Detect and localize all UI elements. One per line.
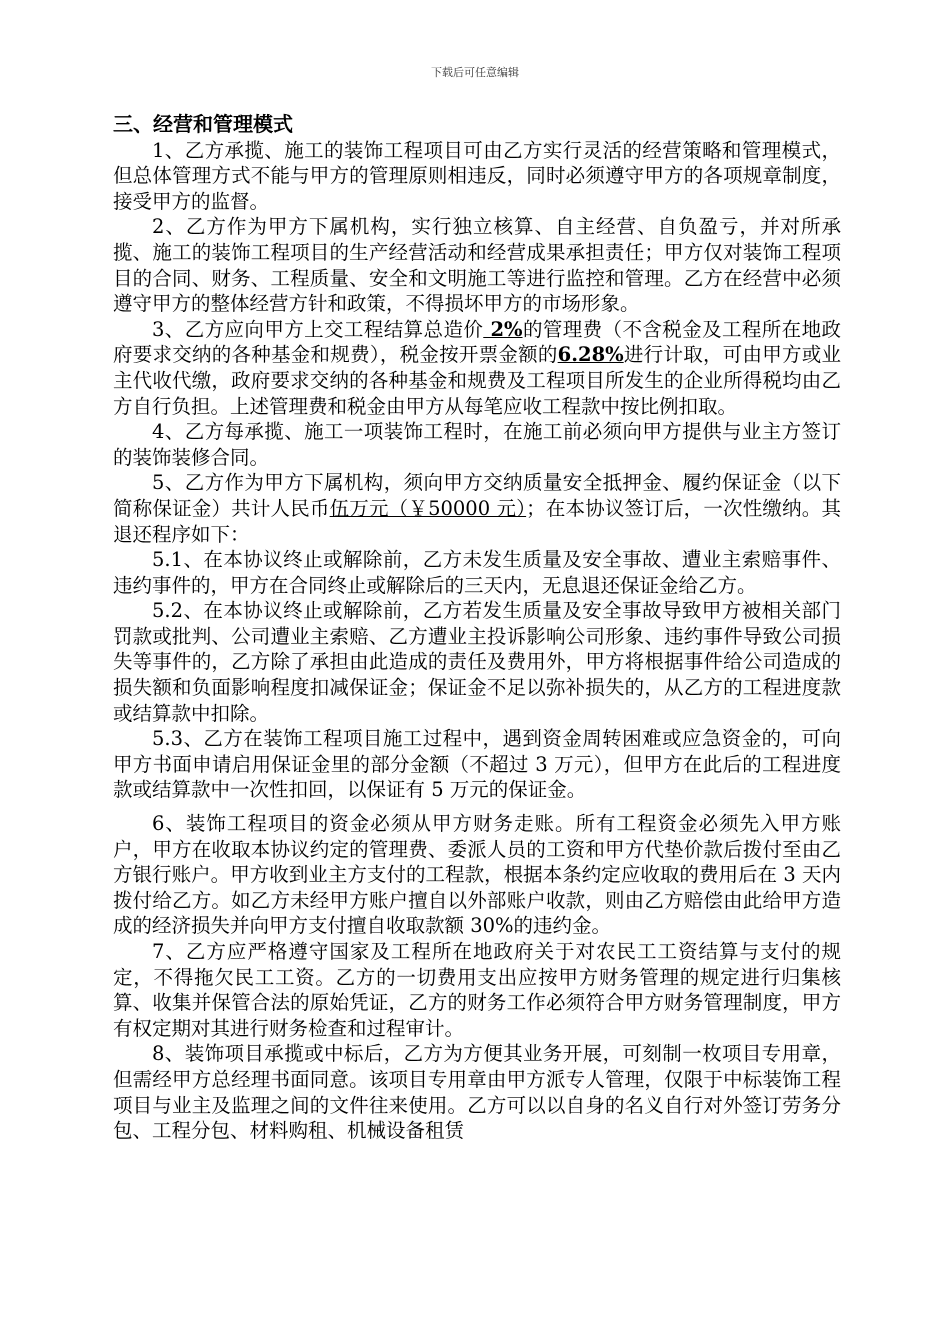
paragraph-1: 1、乙方承揽、施工的装饰工程项目可由乙方实行灵活的经营策略和管理模式，但总体管理方式不能与甲方的管理原则相违反，同时必须遵守甲方的各项规章制度，接受甲方的监督。 [113,138,841,213]
paragraph-5 [113,470,841,547]
paragraph-3-text-c: 进行计取，可由甲方或业主代收代缴，政府要求交纳的各种基金和规费及工程项目所发生的企业所得税均由乙方自行负担。上述管理费和税金由甲方从每笔应收工程款中按比例扣取。 [113,343,841,418]
paragraph-8: 8、装饰项目承揽或中标后，乙方为方便其业务开展，可刻制一枚项目专用章，但需经甲方总经理书面同意。该项目专用章由甲方派专人管理，仅限于中标装饰工程项目与业主及监理之间的文件往来使用。乙方可以以自身的名义自行对外签订劳务分包、工程分包、材料购租、机械设备租赁 [113,1042,841,1143]
paragraph-4: 4、乙方每承揽、施工一项装饰工程时，在施工前必须向甲方提供与业主方签订的装饰装修合同。 [113,420,841,469]
section-title: 三、经营和管理模式 [113,112,293,136]
paragraph-5-1: 5.1、在本协议终止或解除前，乙方未发生质量及安全事故、遭业主索赔事件、违约事件的，甲方在合同终止或解除后的三天内，无息退还保证金给乙方。 [113,548,841,597]
management-fee-rate: 2% [483,317,523,341]
tax-rate: 6.28% [557,343,624,367]
paragraph-6: 6、装饰工程项目的资金必须从甲方财务走账。所有工程资金必须先入甲方账户，甲方在收取本协议约定的管理费、委派人员的工资和甲方代垫价款后拨付至由乙方银行账户。甲方收到业主方支付的工程款，根据本条约定应收取的费用后在 3 天内拨付给乙方。如乙方未经甲方账户擅自以外部账户收款，则由乙方赔偿由此给甲方造成的经济损失并向甲方支付擅自收取款额 30%的违约金。 [113,812,841,938]
paragraph-5-text-a: 5、乙方作为甲方下属机构，须向甲方交纳质量安全抵押金、履约保证金（以下简称保证金）共计人民币 [113,471,841,520]
paragraph-3-text-a: 3、乙方应向甲方上交工程结算总造价 [152,317,484,341]
paragraph-5-text-b: ；在本协议签订后，一次性缴纳。其退还程序如下： [113,496,841,546]
paragraph-7: 7、乙方应严格遵守国家及工程所在地政府关于对农民工工资结算与支付的规定，不得拖欠民工工资。乙方的一切费用支出应按甲方财务管理的规定进行归集核算、收集并保管合法的原始凭证，乙方的财务工作必须符合甲方财务管理制度，甲方有权定期对其进行财务检查和过程审计。 [113,940,841,1040]
paragraph-3 [113,317,841,419]
paragraph-2: 2、乙方作为甲方下属机构，实行独立核算、自主经营、自负盈亏，并对所承揽、施工的装饰工程项目的生产经营活动和经营成果承担责任；甲方仅对装饰工程项目的合同、财务、工程质量、安全和文明施工等进行监控和管理。乙方在经营中必须遵守甲方的整体经营方针和政策，不得损坏甲方的市场形象。 [113,215,841,316]
paragraph-5-2: 5.2、在本协议终止或解除前，乙方若发生质量及安全事故导致甲方被相关部门罚款或批判、公司遭业主索赔、乙方遭业主投诉影响公司形象、违约事件导致公司损失等事件的，乙方除了承担由此造成的责任及费用外，甲方将根据事件给公司造成的损失额和负面影响程度扣减保证金；保证金不足以弥补损失的，从乙方的工程进度款或结算款中扣除。 [113,599,841,725]
deposit-amount: 伍万元（￥50000 元） [329,496,527,520]
paragraph-5-3: 5.3、乙方在装饰工程项目施工过程中，遇到资金周转困难或应急资金的，可向甲方书面申请启用保证金里的部分金额（不超过 3 万元），但甲方在此后的工程进度款或结算款中一次性扣回，以保证有 5 万元的保证金。 [113,727,841,802]
header-note: 下载后可任意编辑 [431,66,519,79]
paragraph-3-text-b: 的管理费（不含税金及工程所在地政府要求交纳的各种基金和规费），税金按开票金额的 [113,317,841,367]
document-body [113,112,841,1144]
